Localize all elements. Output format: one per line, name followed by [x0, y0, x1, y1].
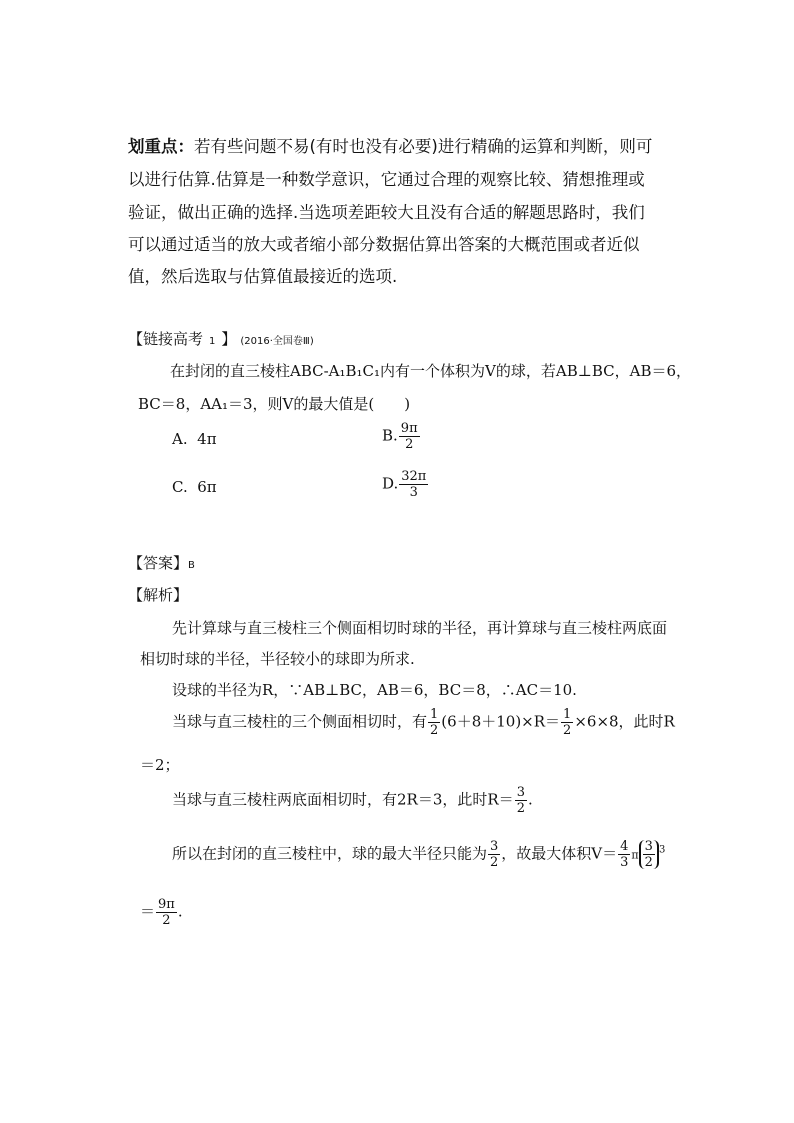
tip-line-5: 值，然后选取与估算值最接近的选项. [128, 267, 398, 286]
p4-fraction [515, 786, 527, 815]
link-num: 1 [209, 336, 216, 347]
p4-f-den: 2 [516, 801, 525, 816]
option-c-value: 6π [197, 478, 217, 496]
p5-fraction-1 [488, 840, 500, 869]
p6-f-den: 2 [162, 913, 171, 928]
link-label: 【链接高考 [128, 330, 204, 348]
p3-f1-num: 1 [430, 707, 439, 722]
option-b-den: 2 [405, 437, 414, 452]
analysis-p5a: 所以在封闭的直三棱柱中，球的最大半径只能为 [172, 844, 488, 863]
p5-f3-den: 2 [644, 855, 653, 870]
p4-f-num: 3 [516, 785, 525, 800]
option-c-label: C. [172, 478, 188, 496]
analysis-p5 [172, 840, 665, 869]
analysis-label: 【解析】 [128, 586, 189, 604]
p5-f1-den: 2 [490, 855, 499, 870]
p3-fraction-2 [561, 708, 573, 737]
analysis-p6b: . [177, 902, 183, 921]
tip-line-3: 验证，做出正确的选择.当选项差距较大且没有合适的解题思路时，我们 [128, 203, 645, 222]
p3-f2-num: 1 [563, 707, 572, 722]
option-b-num: 9π [400, 421, 418, 436]
analysis-p3 [172, 708, 675, 737]
analysis-p6a: ＝ [140, 902, 156, 921]
p5-fraction-2 [618, 840, 630, 869]
analysis-p4 [172, 786, 533, 815]
option-d-den: 3 [409, 485, 418, 500]
analysis-p3c: ×6×8，此时R [574, 712, 675, 731]
p5-pi: π [631, 848, 639, 862]
problem-line-1: 在封闭的直三棱柱ABC-A₁B₁C₁内有一个体积为V的球，若AB⊥BC，AB＝6， [170, 362, 692, 380]
p3-f1-den: 2 [430, 723, 439, 738]
option-d-num: 32π [401, 469, 427, 484]
analysis-p6 [140, 898, 183, 927]
tip-line-1 [128, 131, 652, 163]
analysis-p3d: ＝2； [140, 756, 180, 774]
analysis-p1b: 相切时球的半径，半径较小的球即为所求. [140, 650, 415, 668]
tip-text-1: 若有些问题不易(有时也没有必要)进行精确的运算和判断，则可 [194, 137, 653, 156]
link-source: (2016·全国卷Ⅲ) [240, 336, 314, 347]
analysis-p3a: 当球与直三棱柱的三个侧面相切时，有 [172, 712, 428, 731]
p3-f2-den: 2 [563, 723, 572, 738]
p5-f1-num: 3 [490, 839, 499, 854]
tip-heading: 划重点： [128, 137, 194, 156]
analysis-p5b: ，故最大体积V＝ [501, 844, 618, 863]
analysis-p3b: (6＋8＋10)×R＝ [441, 712, 561, 731]
option-d-label: D. [382, 474, 399, 493]
option-a-value: 4π [197, 430, 217, 448]
analysis-p2: 设球的半径为R，∵AB⊥BC，AB＝6，BC＝8，∴AC＝10. [172, 681, 577, 699]
p5-f2-den: 3 [620, 855, 629, 870]
option-d [382, 470, 429, 499]
option-b-label: B. [382, 426, 398, 445]
option-a [172, 430, 217, 448]
answer [128, 552, 195, 573]
option-a-label: A. [172, 430, 188, 448]
option-d-fraction [399, 470, 428, 499]
answer-value: B [188, 560, 195, 571]
p6-f-num: 9π [158, 897, 175, 912]
analysis-p1a: 先计算球与直三棱柱三个侧面相切时球的半径，再计算球与直三棱柱两底面 [172, 619, 668, 637]
p5-exponent: 3 [658, 844, 666, 856]
answer-label: 【答案】 [128, 554, 189, 572]
link-header [128, 328, 314, 349]
p5-paren [639, 840, 659, 869]
tip-line-4: 可以通过适当的放大或者缩小部分数据估算出答案的大概范围或者近似 [128, 235, 640, 254]
analysis-p4b: . [527, 790, 533, 809]
problem-line-2: BC＝8，AA₁＝3，则V的最大值是( ) [138, 395, 411, 413]
analysis-p4a: 当球与直三棱柱两底面相切时，有2R＝3，此时R＝ [172, 790, 514, 809]
link-close: 】 [221, 330, 237, 348]
p3-fraction-1 [428, 708, 440, 737]
p5-f2-num: 4 [620, 839, 629, 854]
option-c [172, 478, 217, 496]
option-b-fraction [399, 422, 420, 451]
tip-line-2: 以进行估算.估算是一种数学意识，它通过合理的观察比较、猜想推理或 [128, 170, 645, 189]
p5-f3-num: 3 [644, 839, 653, 854]
option-b [382, 422, 421, 451]
p5-fraction-3 [643, 840, 655, 869]
p6-fraction [156, 898, 177, 927]
